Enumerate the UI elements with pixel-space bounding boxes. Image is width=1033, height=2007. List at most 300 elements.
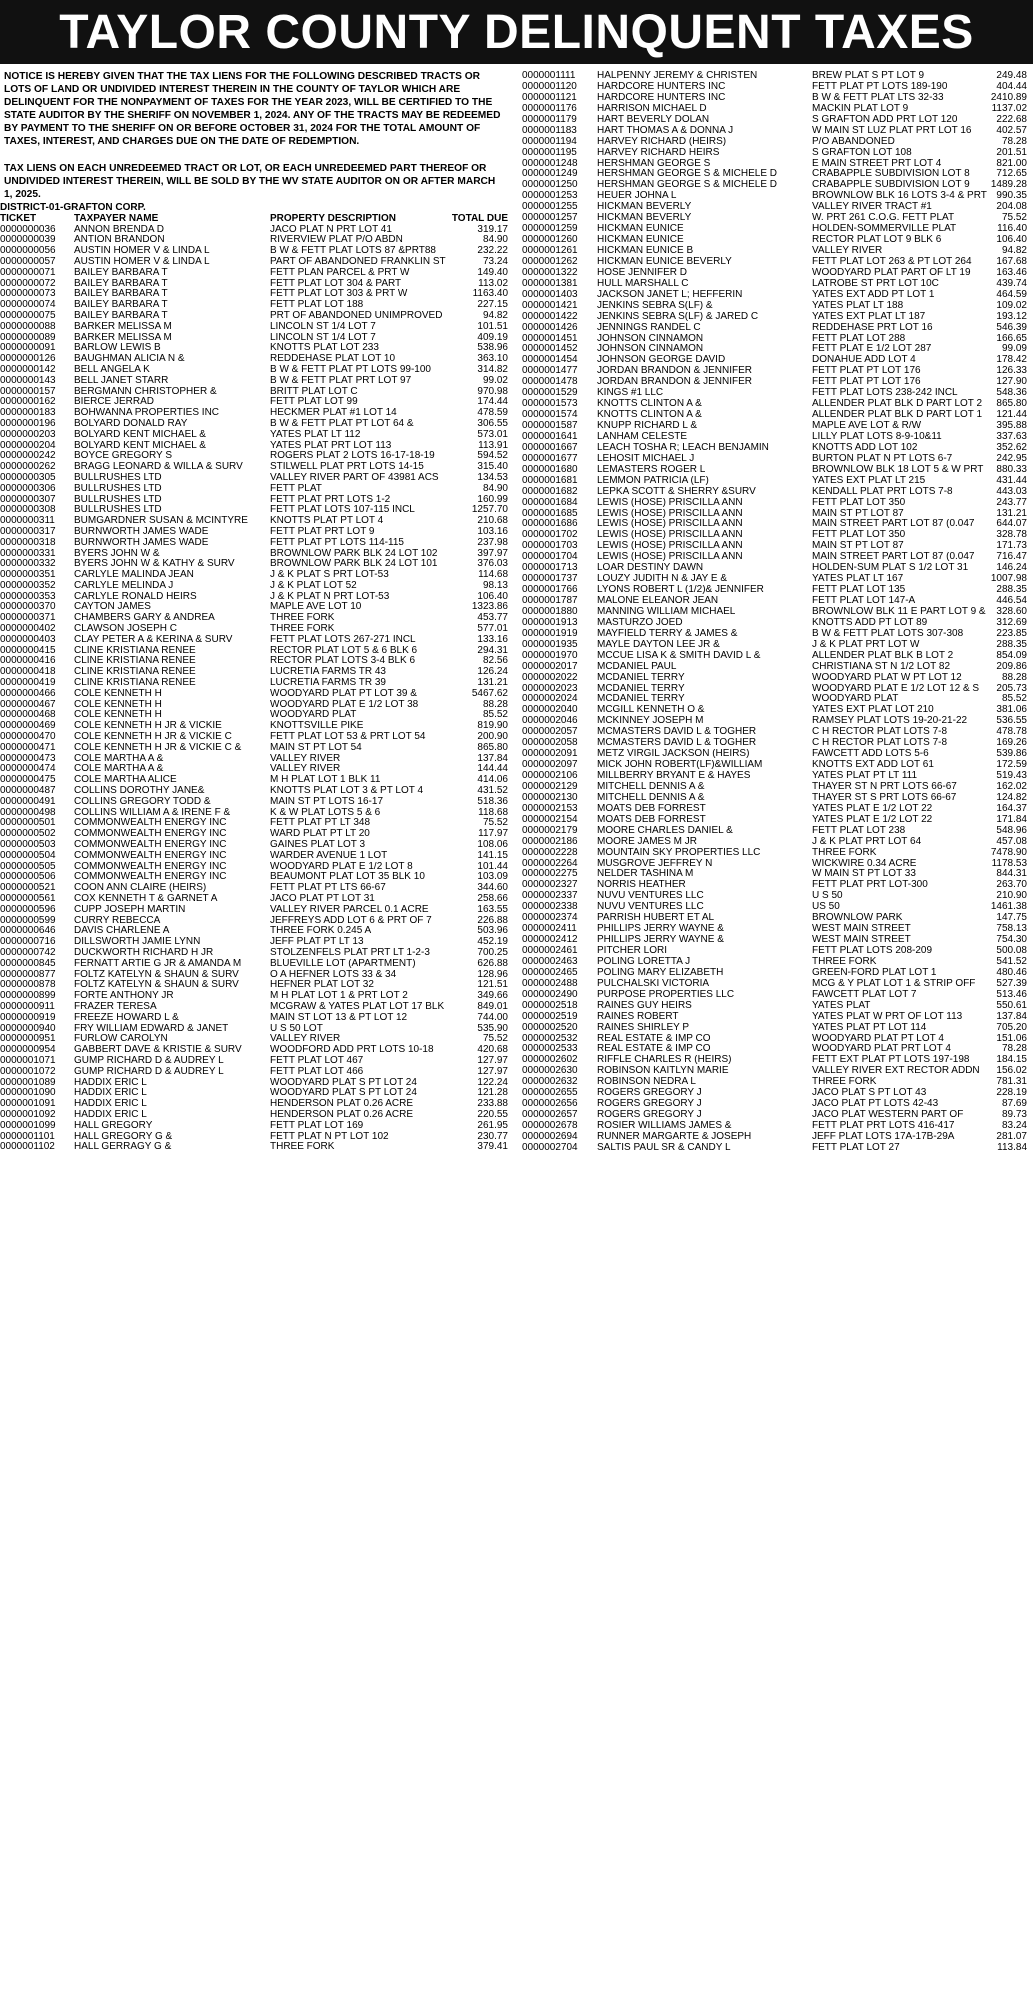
property-description-cell: ALLENDER PLAT BLK B LOT 2 bbox=[812, 650, 954, 661]
ticket-cell: 0000002186 bbox=[522, 836, 578, 847]
ticket-cell: 0000002058 bbox=[522, 738, 578, 749]
property-description-cell: KNOTTS PLAT LOT 233 bbox=[270, 343, 379, 354]
property-description-cell: MAIN ST PT LOT 87 bbox=[812, 541, 904, 552]
ticket-cell: 0000002129 bbox=[522, 781, 578, 792]
total-due-cell: 854.09 bbox=[996, 650, 1027, 661]
property-description-cell: FETT PLAT E 1/2 LOT 287 bbox=[812, 344, 932, 355]
taxpayer-name-cell: LEWIS (HOSE) PRISCILLA ANN bbox=[597, 552, 743, 563]
taxpayer-name-cell: MAYFIELD TERRY & JAMES & bbox=[597, 628, 738, 639]
total-due-cell: 420.68 bbox=[477, 1045, 508, 1056]
table-row bbox=[0, 225, 512, 236]
table-row bbox=[0, 808, 512, 819]
table-row bbox=[0, 775, 512, 786]
table-row bbox=[0, 549, 512, 560]
property-description-cell: VALLEY RIVER PART OF 43981 ACS bbox=[270, 472, 439, 483]
taxpayer-name-cell: COMMONWEALTH ENERGY INC bbox=[74, 850, 227, 861]
ticket-cell: 0000000091 bbox=[0, 343, 56, 354]
total-due-cell: 126.33 bbox=[996, 366, 1027, 377]
table-row bbox=[522, 443, 1033, 454]
property-description-cell: WARD PLAT PT LT 20 bbox=[270, 829, 370, 840]
taxpayer-name-cell: CHAMBERS GARY & ANDREA bbox=[74, 613, 215, 624]
property-description-cell: W MAIN ST PT LOT 33 bbox=[812, 869, 916, 880]
ticket-cell: 0000000596 bbox=[0, 904, 56, 915]
total-due-cell: 226.88 bbox=[477, 915, 508, 926]
taxpayer-name-cell: MCMASTERS DAVID L & TOGHER bbox=[597, 727, 757, 738]
table-row bbox=[522, 705, 1033, 716]
property-description-cell: HEFNER PLAT LOT 32 bbox=[270, 980, 374, 991]
ticket-cell: 0000000402 bbox=[0, 624, 56, 635]
property-description-cell: WOODYARD PLAT PART OF LT 19 bbox=[812, 267, 971, 278]
property-description-cell: WOODYARD PLAT E 1/2 LOT 8 bbox=[270, 861, 413, 872]
total-due-cell: 204.08 bbox=[996, 202, 1027, 213]
ticket-cell: 0000000521 bbox=[0, 883, 56, 894]
total-due-cell: 519.43 bbox=[996, 771, 1027, 781]
total-due-cell: 443.03 bbox=[996, 486, 1027, 497]
page-banner-title: TAYLOR COUNTY DELINQUENT TAXES bbox=[0, 0, 1033, 64]
property-description-cell: FETT PLAT LOT 350 bbox=[812, 530, 906, 541]
table-row bbox=[522, 476, 1033, 487]
table-row bbox=[522, 563, 1033, 574]
property-description-cell: KNOTTS PLAT LOT 3 & PT LOT 4 bbox=[270, 786, 424, 797]
taxpayer-name-cell: MOATS DEB FORREST bbox=[597, 814, 706, 825]
table-row bbox=[522, 585, 1033, 596]
ticket-cell: 0000000845 bbox=[0, 958, 56, 969]
table-row bbox=[0, 743, 512, 754]
ticket-cell: 0000001919 bbox=[522, 628, 578, 639]
property-description-cell: KNOTTS EXT ADD LOT 61 bbox=[812, 760, 934, 771]
total-due-cell: 844.31 bbox=[996, 869, 1027, 880]
table-row bbox=[522, 323, 1033, 334]
total-due-cell: 781.31 bbox=[996, 1077, 1027, 1088]
taxpayer-name-cell: BAILEY BARBARA T bbox=[74, 267, 168, 278]
property-description-cell: B W & FETT PLAT LTS 32-33 bbox=[812, 92, 944, 103]
total-due-cell: 134.53 bbox=[477, 472, 508, 483]
total-due-cell: 453.77 bbox=[477, 613, 508, 624]
total-due-cell: 2410.89 bbox=[990, 92, 1027, 103]
table-row bbox=[0, 883, 512, 894]
ticket-cell: 0000000183 bbox=[0, 408, 56, 419]
total-due-cell: 1323.86 bbox=[471, 602, 508, 613]
property-description-cell: BROWNLOW BLK 11 E PART LOT 9 & bbox=[812, 606, 986, 617]
taxpayer-name-cell: FERNATT ARTIE G JR & AMANDA M bbox=[74, 958, 242, 969]
table-row bbox=[0, 354, 512, 365]
ticket-cell: 0000000491 bbox=[0, 796, 56, 807]
taxpayer-name-cell: MCDANIEL TERRY bbox=[597, 683, 685, 694]
table-row bbox=[0, 1142, 512, 1153]
ticket-cell: 0000001686 bbox=[522, 519, 578, 530]
total-due-cell: 457.08 bbox=[996, 836, 1027, 847]
ticket-cell: 0000001454 bbox=[522, 355, 578, 366]
ticket-cell: 0000001685 bbox=[522, 508, 578, 519]
taxpayer-name-cell: COLE KENNETH H JR & VICKIE C & bbox=[74, 742, 242, 753]
ticket-cell: 0000000353 bbox=[0, 591, 56, 602]
property-description-cell: WOODYARD PLAT bbox=[270, 710, 357, 721]
table-row bbox=[522, 869, 1033, 880]
ticket-cell: 0000002337 bbox=[522, 891, 578, 902]
taxpayer-name-cell: BURNWORTH JAMES WADE bbox=[74, 526, 209, 537]
taxpayer-name-cell: REAL ESTATE & IMP CO bbox=[597, 1044, 711, 1055]
ticket-cell: 0000001194 bbox=[522, 136, 577, 147]
table-row bbox=[0, 700, 512, 711]
property-description-cell: YATES EXT ADD PT LOT 1 bbox=[812, 289, 935, 300]
table-row bbox=[522, 388, 1033, 399]
taxpayer-name-cell: CARLYLE MALINDA JEAN bbox=[74, 570, 194, 581]
total-due-cell: 1461.38 bbox=[990, 902, 1027, 913]
taxpayer-name-cell: COMMONWEALTH ENERGY INC bbox=[74, 872, 227, 883]
total-due-cell: 101.51 bbox=[477, 321, 508, 332]
ticket-cell: 0000000036 bbox=[0, 224, 56, 235]
taxpayer-name-cell: JORDAN BRANDON & JENNIFER bbox=[597, 377, 753, 388]
property-description-cell: C H RECTOR PLAT LOTS 7-8 bbox=[812, 738, 948, 749]
table-row bbox=[0, 970, 512, 981]
table-row bbox=[0, 872, 512, 883]
taxpayer-name-cell: NELDER TASHINA M bbox=[597, 869, 694, 880]
total-due-cell: 821.00 bbox=[996, 158, 1027, 169]
ticket-cell: 0000000071 bbox=[0, 267, 56, 278]
table-row bbox=[0, 376, 512, 387]
property-description-cell: FETT PLAT PRT LOTS 416-417 bbox=[812, 1121, 955, 1131]
table-row bbox=[0, 279, 512, 290]
table-row bbox=[522, 848, 1033, 859]
property-description-cell: YATES EXT PLAT LOT 210 bbox=[812, 705, 934, 716]
property-description-cell: VALLEY RIVER bbox=[270, 753, 341, 764]
taxpayer-name-cell: ROGERS GREGORY J bbox=[597, 1110, 702, 1121]
table-row bbox=[0, 1121, 512, 1132]
taxpayer-name-cell: COMMONWEALTH ENERGY INC bbox=[74, 829, 227, 840]
ticket-cell: 0000002327 bbox=[522, 880, 578, 891]
ticket-cell: 0000002657 bbox=[522, 1110, 578, 1121]
total-due-cell: 78.28 bbox=[1001, 136, 1027, 147]
total-due-cell: 314.82 bbox=[477, 364, 508, 375]
ticket-cell: 0000001667 bbox=[522, 442, 578, 453]
table-row bbox=[522, 509, 1033, 520]
table-row bbox=[522, 454, 1033, 465]
taxpayer-name-cell: NUVU VENTURES LLC bbox=[597, 902, 704, 913]
ticket-cell: 0000002412 bbox=[522, 935, 578, 946]
table-row bbox=[522, 180, 1033, 191]
ticket-cell: 0000001102 bbox=[0, 1142, 55, 1153]
ticket-cell: 0000002374 bbox=[522, 913, 578, 924]
taxpayer-name-cell: COMMONWEALTH ENERGY INC bbox=[74, 861, 227, 872]
property-description-cell: YATES PLAT W PRT OF LOT 113 bbox=[812, 1011, 963, 1022]
total-due-cell: 446.54 bbox=[996, 596, 1027, 606]
taxpayer-name-cell: MCKINNEY JOSEPH M bbox=[597, 716, 704, 727]
taxpayer-name-cell: LOAR DESTINY DAWN bbox=[597, 563, 704, 574]
property-description-cell: JEFFREYS ADD LOT 6 & PRT OF 7 bbox=[270, 915, 432, 926]
property-description-cell: CRABAPPLE SUBDIVISION LOT 9 bbox=[812, 180, 970, 191]
property-description-cell: KNOTTS PLAT PT LOT 4 bbox=[270, 516, 384, 527]
total-due-cell: 527.39 bbox=[996, 978, 1027, 989]
ticket-cell: 0000001682 bbox=[522, 486, 578, 497]
property-description-cell: MAIN ST PT LOT 54 bbox=[270, 742, 362, 753]
total-due-cell: 546.39 bbox=[996, 322, 1027, 333]
taxpayer-name-cell: KNOTTS CLINTON A & bbox=[597, 399, 702, 410]
property-description-cell: MCG & Y PLAT LOT 1 & STRIP OFF bbox=[812, 978, 976, 989]
property-description-cell: BREW PLAT S PT LOT 9 bbox=[812, 71, 925, 81]
taxpayer-name-cell: HICKMAN EUNICE B bbox=[597, 246, 694, 256]
total-due-cell: 480.46 bbox=[996, 967, 1027, 978]
table-row bbox=[522, 924, 1033, 935]
taxpayer-name-cell: HALL GERRAGY G & bbox=[74, 1142, 172, 1153]
ticket-cell: 0000001261 bbox=[522, 246, 578, 256]
property-description-cell: JACO PLAT PT LOTS 42-43 bbox=[812, 1099, 939, 1110]
ticket-cell: 0000002154 bbox=[522, 814, 578, 825]
taxpayer-name-cell: BIERCE JERRAD bbox=[74, 397, 155, 408]
taxpayer-name-cell: LEMMON PATRICIA (LF) bbox=[597, 475, 709, 486]
ticket-cell: 0000002490 bbox=[522, 989, 578, 1000]
ticket-cell: 0000000242 bbox=[0, 451, 56, 462]
table-row bbox=[522, 246, 1033, 257]
total-due-cell: 328.78 bbox=[996, 530, 1027, 541]
total-due-cell: 344.60 bbox=[477, 883, 508, 894]
taxpayer-name-cell: COLLINS DOROTHY JANE& bbox=[74, 786, 205, 797]
total-due-cell: 118.68 bbox=[478, 807, 508, 818]
taxpayer-name-cell: FREEZE HOWARD L & bbox=[74, 1012, 179, 1023]
property-description-cell: P/O ABANDONED bbox=[812, 136, 895, 147]
table-row bbox=[522, 71, 1033, 82]
table-row bbox=[522, 935, 1033, 946]
property-description-cell: HECKMER PLAT #1 LOT 14 bbox=[270, 408, 397, 419]
table-row bbox=[0, 667, 512, 678]
total-due-cell: 970.98 bbox=[477, 386, 508, 397]
total-due-cell: 84.90 bbox=[482, 483, 508, 494]
total-due-cell: 548.36 bbox=[996, 388, 1027, 399]
table-row bbox=[522, 399, 1033, 410]
ticket-cell: 0000001120 bbox=[522, 81, 577, 92]
total-due-cell: 319.17 bbox=[477, 224, 508, 235]
table-row bbox=[522, 1012, 1033, 1023]
taxpayer-name-cell: LEPKA SCOTT & SHERRY &SURV bbox=[597, 486, 756, 497]
total-due-cell: 94.82 bbox=[482, 310, 508, 321]
table-row bbox=[522, 355, 1033, 366]
header-taxpayer-name: TAXPAYER NAME bbox=[74, 213, 159, 224]
ticket-cell: 0000000502 bbox=[0, 829, 56, 840]
table-row bbox=[522, 366, 1033, 377]
table-row bbox=[522, 235, 1033, 246]
table-row bbox=[522, 1066, 1033, 1077]
table-row bbox=[522, 268, 1033, 279]
total-due-cell: 402.57 bbox=[996, 125, 1027, 136]
table-row bbox=[0, 1045, 512, 1056]
property-description-cell: BLUEVILLE LOT (APARTMENT) bbox=[270, 958, 416, 969]
table-row bbox=[522, 465, 1033, 476]
table-row bbox=[0, 419, 512, 430]
ticket-cell: 0000000072 bbox=[0, 278, 56, 289]
property-description-cell: FETT PLAT LOT 350 bbox=[812, 497, 906, 508]
ticket-cell: 0000001101 bbox=[0, 1131, 55, 1142]
taxpayer-name-cell: HARRISON MICHAEL D bbox=[597, 103, 707, 114]
property-description-cell: BROWNLOW PARK bbox=[812, 913, 903, 924]
ticket-cell: 0000001452 bbox=[522, 344, 578, 355]
total-due-cell: 594.52 bbox=[477, 451, 508, 462]
property-description-cell: FETT PLAN PARCEL & PRT W bbox=[270, 267, 410, 278]
property-description-cell: LINCOLN ST 1/4 LOT 7 bbox=[270, 332, 376, 343]
property-description-cell: FETT PLAT LOT 466 bbox=[270, 1066, 364, 1077]
taxpayer-name-cell: COLE KENNETH H JR & VICKIE C bbox=[74, 732, 232, 743]
table-row bbox=[0, 710, 512, 721]
ticket-cell: 0000002519 bbox=[522, 1011, 578, 1022]
ticket-cell: 0000002275 bbox=[522, 869, 578, 880]
table-row bbox=[522, 159, 1033, 170]
table-row bbox=[0, 430, 512, 441]
property-description-cell: RECTOR PLAT LOT 9 BLK 6 bbox=[812, 235, 942, 246]
taxpayer-name-cell: MOORE JAMES M JR bbox=[597, 836, 698, 847]
total-due-cell: 144.44 bbox=[477, 764, 508, 775]
ticket-cell: 0000001092 bbox=[0, 1109, 56, 1120]
ticket-cell: 0000000157 bbox=[0, 386, 56, 397]
taxpayer-name-cell: HART THOMAS A & DONNA J bbox=[597, 125, 734, 136]
taxpayer-name-cell: LANHAM CELESTE bbox=[597, 431, 688, 442]
property-description-cell: YATES PLAT LT 167 bbox=[812, 574, 904, 585]
property-description-cell: O A HEFNER LOTS 33 & 34 bbox=[270, 969, 397, 980]
total-due-cell: 162.02 bbox=[996, 781, 1027, 792]
total-due-cell: 106.40 bbox=[477, 591, 508, 602]
ticket-cell: 0000000307 bbox=[0, 494, 56, 505]
total-due-cell: 171.84 bbox=[996, 814, 1027, 825]
table-row bbox=[522, 749, 1033, 760]
table-row bbox=[0, 764, 512, 775]
taxpayer-name-cell: PULCHALSKI VICTORIA bbox=[597, 978, 710, 989]
total-due-cell: 85.52 bbox=[1001, 694, 1027, 705]
ticket-cell: 0000002091 bbox=[522, 749, 578, 760]
total-due-cell: 539.86 bbox=[996, 749, 1027, 760]
table-row bbox=[522, 126, 1033, 137]
total-due-cell: 174.44 bbox=[477, 397, 508, 408]
taxpayer-name-cell: RAINES ROBERT bbox=[597, 1011, 679, 1022]
property-description-cell: JACO PLAT N PRT LOT 41 bbox=[270, 224, 392, 235]
total-due-cell: 169.26 bbox=[996, 738, 1027, 749]
table-row bbox=[522, 694, 1033, 705]
total-due-cell: 227.15 bbox=[477, 300, 508, 311]
table-row bbox=[522, 629, 1033, 640]
table-row bbox=[522, 957, 1033, 968]
total-due-cell: 626.88 bbox=[477, 958, 508, 969]
table-row bbox=[522, 552, 1033, 563]
ticket-cell: 0000001737 bbox=[522, 574, 578, 585]
taxpayer-name-cell: DILLSWORTH JAMIE LYNN bbox=[74, 937, 201, 948]
taxpayer-name-cell: MOUNTAIN SKY PROPERTIES LLC bbox=[597, 847, 761, 858]
ticket-cell: 0000002532 bbox=[522, 1033, 578, 1044]
header-property-description: PROPERTY DESCRIPTION bbox=[270, 213, 396, 224]
ticket-cell: 0000000332 bbox=[0, 559, 56, 570]
ticket-cell: 0000001250 bbox=[522, 180, 578, 191]
property-description-cell: LUCRETIA FARMS TR 39 bbox=[270, 678, 386, 689]
taxpayer-name-cell: ANNON BRENDA D bbox=[74, 224, 165, 235]
taxpayer-name-cell: HART BEVERLY DOLAN bbox=[597, 114, 710, 125]
ticket-cell: 0000001677 bbox=[522, 453, 578, 464]
taxpayer-name-cell: HULL MARSHALL C bbox=[597, 278, 689, 289]
property-description-cell: MCGRAW & YATES PLAT LOT 17 BLK bbox=[270, 1001, 445, 1012]
table-row bbox=[0, 656, 512, 667]
ticket-cell: 0000000162 bbox=[0, 397, 56, 408]
table-row bbox=[0, 818, 512, 829]
taxpayer-name-cell: BULLRUSHES LTD bbox=[74, 472, 162, 483]
ticket-cell: 0000001684 bbox=[522, 497, 578, 508]
table-row bbox=[522, 432, 1033, 443]
notice-paragraph-1: NOTICE IS HEREBY GIVEN THAT THE TAX LIENS FOR THE FOLLOWING DESCRIBED TRACTS OR LOTS OF LAND OR UNDIVIDED INTEREST THEREIN IN THE COUNTY OF TAYLOR WHICH ARE DELINQUENT FOR THE NONPAYMENT OF TAXES FOR THE YEAR 2023, WILL BE CERTIFIED TO THE STATE AUDITOR BY THE SHERIFF ON NOVEMBER 1, 2024. ANY OF THE TRACTS MAY BE REDEEMED BY PAYMENT TO THE SHERIFF ON OR BEFORE OCTOBER 31, 2024 FOR THE TOTAL AMOUNT OF TAXES, INTEREST, AND CHARGES DUE ON THE DATE OF REDEMPTION. bbox=[4, 71, 501, 147]
ticket-cell: 0000000468 bbox=[0, 710, 56, 721]
ticket-cell: 0000001451 bbox=[522, 333, 578, 344]
total-due-cell: 88.28 bbox=[482, 699, 508, 710]
ticket-cell: 0000002656 bbox=[522, 1099, 578, 1110]
total-due-cell: 258.66 bbox=[477, 894, 508, 904]
table-row bbox=[522, 826, 1033, 837]
property-description-cell: WOODYARD PLAT S PT LOT 24 bbox=[270, 1077, 417, 1088]
property-description-cell: FETT PLAT LOT 288 bbox=[812, 333, 906, 344]
table-row bbox=[522, 607, 1033, 618]
table-row bbox=[0, 311, 512, 322]
total-due-cell: 397.97 bbox=[477, 548, 508, 559]
table-row bbox=[0, 937, 512, 948]
district-heading: DISTRICT-01-GRAFTON CORP. bbox=[0, 202, 146, 213]
total-due-cell: 431.44 bbox=[996, 475, 1027, 486]
table-row bbox=[522, 82, 1033, 93]
property-description-cell: WOODYARD PLAT E 1/2 LOT 38 bbox=[270, 699, 419, 710]
ticket-cell: 0000002046 bbox=[522, 716, 578, 727]
taxpayer-name-cell: BOHWANNA PROPERTIES INC bbox=[74, 408, 220, 419]
total-due-cell: 705.20 bbox=[996, 1022, 1027, 1033]
table-row bbox=[0, 829, 512, 840]
total-due-cell: 73.24 bbox=[482, 256, 508, 267]
ticket-cell: 0000000403 bbox=[0, 634, 56, 645]
table-row bbox=[0, 516, 512, 527]
ticket-cell: 0000000501 bbox=[0, 818, 56, 829]
property-description-cell: REDDEHASE PRT LOT 16 bbox=[812, 322, 933, 333]
total-due-cell: 349.66 bbox=[477, 991, 508, 1002]
property-description-cell: FAWCETT ADD LOTS 5-6 bbox=[812, 749, 929, 760]
table-row bbox=[0, 646, 512, 657]
total-due-cell: 513.46 bbox=[996, 989, 1027, 1000]
property-description-cell: B W & FETT PLAT LOTS 307-308 bbox=[812, 628, 964, 639]
property-description-cell: FETT PLAT PT LT 348 bbox=[270, 818, 371, 829]
total-due-cell: 151.06 bbox=[996, 1033, 1027, 1044]
ticket-cell: 0000001260 bbox=[522, 235, 578, 246]
table-row bbox=[522, 487, 1033, 498]
ticket-cell: 0000001880 bbox=[522, 606, 578, 617]
property-description-cell: YATES PLAT PRT LOT 113 bbox=[270, 440, 392, 451]
table-row bbox=[0, 333, 512, 344]
total-due-cell: 249.48 bbox=[996, 71, 1027, 81]
ticket-cell: 0000001381 bbox=[522, 278, 578, 289]
ticket-cell: 0000000911 bbox=[0, 1001, 55, 1012]
taxpayer-name-cell: HICKMAN BEVERLY bbox=[597, 202, 692, 213]
taxpayer-name-cell: GABBERT DAVE & KRISTIE & SURV bbox=[74, 1045, 242, 1056]
taxpayer-name-cell: HOSE JENNIFER D bbox=[597, 267, 688, 278]
property-description-cell: C H RECTOR PLAT LOTS 7-8 bbox=[812, 727, 948, 738]
taxpayer-name-cell: LEMASTERS ROGER L bbox=[597, 464, 706, 475]
ticket-cell: 0000001641 bbox=[522, 431, 578, 442]
taxpayer-name-cell: FRY WILLIAM EDWARD & JANET bbox=[74, 1023, 229, 1034]
property-description-cell: HENDERSON PLAT 0.26 ACRE bbox=[270, 1109, 414, 1120]
ticket-cell: 0000001681 bbox=[522, 475, 578, 486]
total-due-cell: 108.06 bbox=[477, 840, 508, 851]
ticket-cell: 0000002533 bbox=[522, 1044, 578, 1055]
table-row bbox=[0, 257, 512, 268]
total-due-cell: 294.31 bbox=[477, 645, 508, 656]
taxpayer-name-cell: COLLINS GREGORY TODD & bbox=[74, 796, 211, 807]
ticket-cell: 0000000306 bbox=[0, 483, 56, 494]
property-description-cell: REDDEHASE PLAT LOT 10 bbox=[270, 354, 396, 365]
total-due-cell: 312.69 bbox=[996, 617, 1027, 628]
property-description-cell: THREE FORK 0.245 A bbox=[270, 926, 372, 937]
table-row bbox=[0, 1078, 512, 1089]
total-due-cell: 210.68 bbox=[477, 516, 508, 527]
total-due-cell: 379.41 bbox=[477, 1142, 508, 1153]
taxpayer-name-cell: LEWIS (HOSE) PRISCILLA ANN bbox=[597, 541, 743, 552]
table-row bbox=[522, 913, 1033, 924]
taxpayer-name-cell: LYONS ROBERT L (1/2)& JENNIFER bbox=[597, 585, 764, 596]
total-due-cell: 184.15 bbox=[996, 1055, 1027, 1066]
